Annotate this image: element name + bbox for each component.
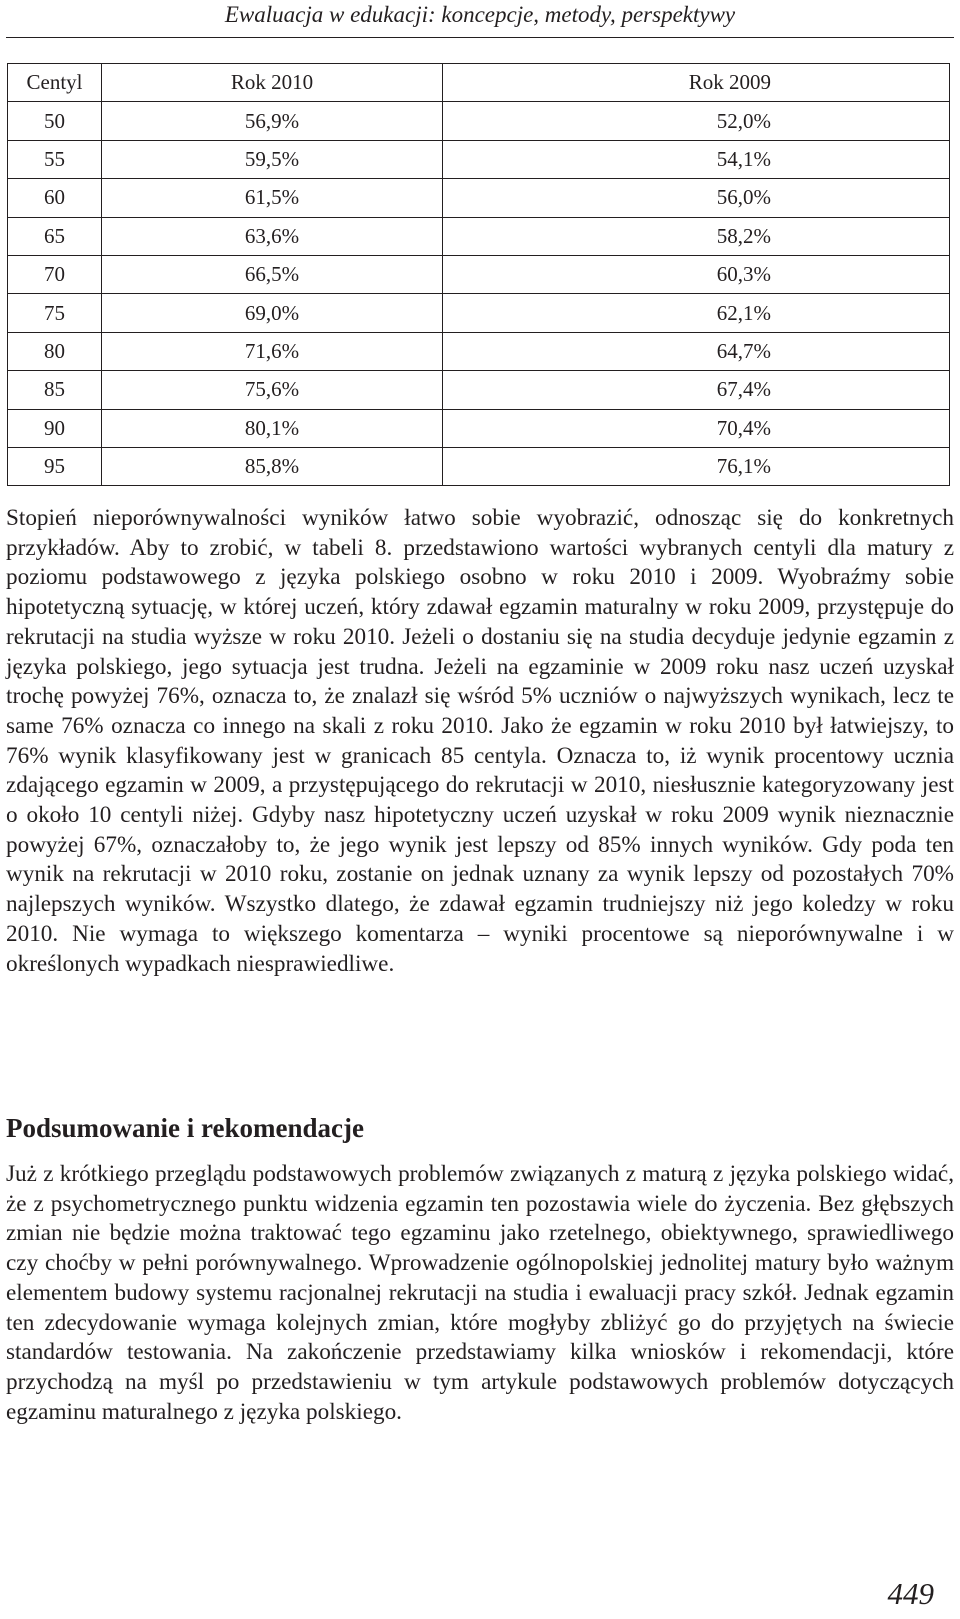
table-cell: 90 — [8, 409, 102, 447]
table-cell: 95 — [8, 447, 102, 485]
table-cell: 56,9% — [102, 102, 443, 140]
table-cell: 64,7% — [443, 332, 950, 370]
table-cell: 71,6% — [102, 332, 443, 370]
body-paragraph: Już z krótkiego przeglądu podstawowych problemów związanych z maturą z języka polskiego widać, że z psychometrycznego punktu widzenia egzamin ten pozostawia wiele do życzenia. Bez głębszych zmian nie będzie można traktować tego egzaminu jako rzetelnego, obiektywnego, sprawiedliwego czy choćby w pełni porównywalnego. Wprowadzenie ogólnopolskiej jednolitej matury było ważnym elementem budowy systemu racjonalnej rekrutacji na studia i ewaluacji pracy szkół. Jednak egzamin ten zdecydowanie wymaga kolejnych zmian, które mogłyby zbliżyć go do przyjętych na świecie standardów testowania. Na zakończenie przedstawiamy kilka wniosków i rekomendacji, które przychodzą na myśl po przedstawieniu w tym artykule podstawowych problemów dotyczących egzaminu maturalnego z języka polskiego. — [6, 1161, 954, 1425]
table-cell: 55 — [8, 140, 102, 178]
table-cell: 59,5% — [102, 140, 443, 178]
section-heading: Podsumowanie i rekomendacje — [6, 1113, 364, 1143]
table-cell: 62,1% — [443, 294, 950, 332]
table-row — [8, 140, 950, 178]
table-cell: 76,1% — [443, 447, 950, 485]
table-header-row — [8, 64, 950, 102]
table-row — [8, 409, 950, 447]
table-cell: 60 — [8, 179, 102, 217]
table-row — [8, 447, 950, 485]
table-row — [8, 179, 950, 217]
body-paragraph: Stopień nieporównywalności wyników łatwo sobie wyobrazić, odnosząc się do konkretnych przykładów. Aby to zrobić, w tabeli 8. przedstawiono wartości wybranych centyli dla matury z poziomu podstawowego z języka polskiego osobno w roku 2010 i 2009. Wyobraźmy sobie hipotetyczną sytuację, w której uczeń, który zdawał egzamin maturalny w roku 2009, przystępuje do rekrutacji na studia wyższe w roku 2010. Jeżeli o dostaniu się na studia decyduje jedynie egzamin z języka polskiego, jego sytuacja jest trudna. Jeżeli na egzaminie w 2009 roku nasz uczeń uzyskał trochę powyżej 76%, oznacza to, że znalazł się wśród 5% uczniów o najwyższych wynikach, lecz te same 76% oznacza co innego na skali z roku 2010. Jako że egzamin w roku 2010 był łatwiejszy, to 76% wynik klasyfikowany jest w granicach 85 centyla. Oznacza to, iż wynik procentowy ucznia zdającego egzamin w 2009, a przystępującego do rekrutacji w 2010, niesłusznie kategoryzowany jest o około 10 centyli niżej. Gdyby nasz hipotetyczny uczeń uzyskał w roku 2009 wynik nieznacznie powyżej 67%, oznaczałoby to, że jego wynik jest lepszy od 85% innych wyników. Gdy poda ten wynik na rekrutacji w 2010 roku, zostanie on jednak uznany za wynik lepszy od pozostałych 70% najlepszych wyników. Wszystko dlatego, że zdawał egzamin trudniejszy niż jego koledzy w roku 2010. Nie wymaga to większego komentarza – wyniki procentowe są nieporównywalne i w określonych wypadkach niesprawiedliwe. — [6, 505, 954, 977]
table-row — [8, 255, 950, 293]
table-cell: 50 — [8, 102, 102, 140]
table-cell: 85 — [8, 371, 102, 409]
table-row — [8, 371, 950, 409]
centile-table — [7, 63, 950, 486]
table-row — [8, 217, 950, 255]
table-cell: 80,1% — [102, 409, 443, 447]
table-row — [8, 332, 950, 370]
table-cell: 63,6% — [102, 217, 443, 255]
page-number: 449 — [887, 1576, 934, 1611]
table-row — [8, 102, 950, 140]
table-cell: 56,0% — [443, 179, 950, 217]
running-head: Ewaluacja w edukacji: koncepcje, metody, perspektywy — [224, 2, 736, 27]
header-rule — [6, 37, 954, 38]
table-cell: 65 — [8, 217, 102, 255]
table-header-cell: Rok 2010 — [102, 64, 443, 102]
table-cell: 61,5% — [102, 179, 443, 217]
table-body — [8, 102, 950, 486]
table-cell: 58,2% — [443, 217, 950, 255]
table-cell: 75 — [8, 294, 102, 332]
table-cell: 85,8% — [102, 447, 443, 485]
table-cell: 69,0% — [102, 294, 443, 332]
table-cell: 60,3% — [443, 255, 950, 293]
table-cell: 54,1% — [443, 140, 950, 178]
table-cell: 75,6% — [102, 371, 443, 409]
table-row — [8, 294, 950, 332]
table-cell: 80 — [8, 332, 102, 370]
table-cell: 70 — [8, 255, 102, 293]
table-cell: 70,4% — [443, 409, 950, 447]
table-cell: 66,5% — [102, 255, 443, 293]
table-header-cell: Centyl — [8, 64, 102, 102]
table-cell: 52,0% — [443, 102, 950, 140]
table-header-cell: Rok 2009 — [443, 64, 950, 102]
table-cell: 67,4% — [443, 371, 950, 409]
